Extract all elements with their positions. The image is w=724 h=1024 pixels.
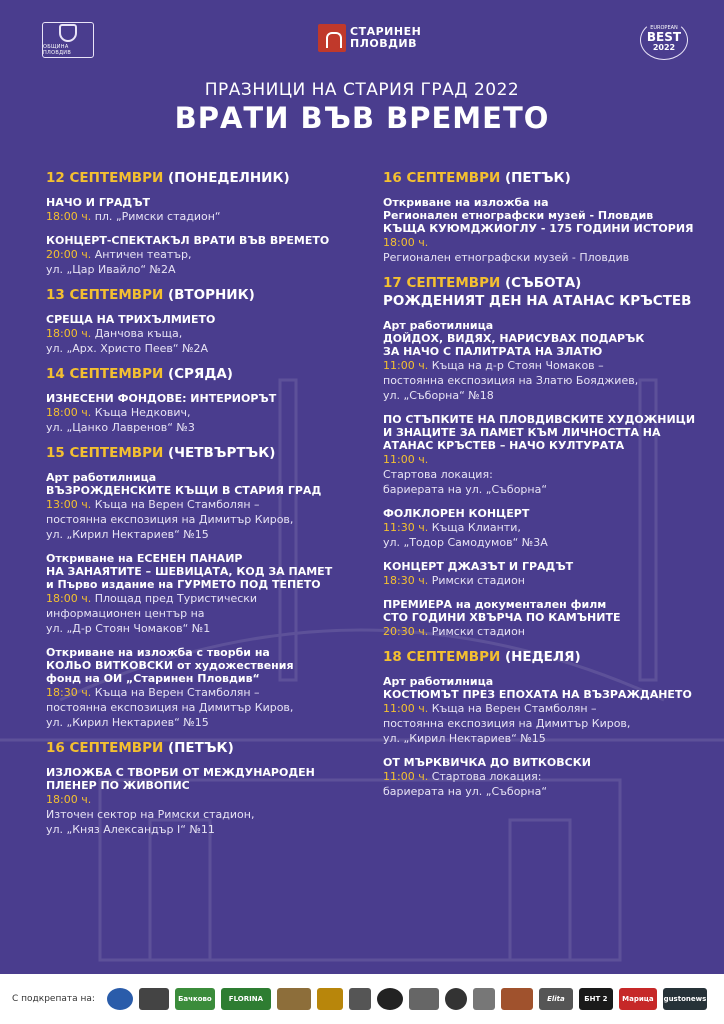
event-time-line: [383, 358, 703, 373]
event-time: 20:00 ч.: [46, 248, 92, 261]
day-date: 16 СЕПТЕМВРИ: [46, 740, 164, 756]
day-date: 12 СЕПТЕМВРИ: [46, 170, 164, 186]
day-weekday: (ВТОРНИК): [163, 287, 255, 303]
event-address: ул. „Кирил Нектариев“ №15: [46, 528, 209, 541]
event: [383, 560, 703, 588]
event: [46, 646, 366, 730]
event-title-line: ИЗЛОЖБА С ТВОРБИ ОТ МЕЖДУНАРОДЕН: [46, 766, 315, 779]
event: [46, 471, 366, 542]
event-title-line: НА ЗАНАЯТИТЕ – ШЕВИЦАТА, КОД ЗА ПАМЕТ: [46, 565, 333, 578]
event-time: 18:00 ч.: [383, 236, 429, 249]
event-title-line: Регионален етнографски музей - Пловдив: [383, 209, 654, 222]
day-date: 16 СЕПТЕМВРИ: [383, 170, 501, 186]
event-location: пл. „Римски стадион“: [91, 210, 221, 223]
event: [46, 392, 366, 435]
right-column: [383, 170, 703, 809]
event-location: Данчова къща,: [91, 327, 183, 340]
logo-left-caption: ОБЩИНА ПЛОВДИВ: [43, 44, 72, 56]
left-column: [46, 170, 366, 847]
event-location: Стартова локация:: [383, 468, 493, 481]
event-address: ул. „Кирил Нектариев“ №15: [46, 716, 209, 729]
event-title-line: Откриване на изложба с творби на: [46, 646, 270, 659]
logo-center-line-2: ПЛОВДИВ: [350, 37, 417, 50]
day-heading: [46, 740, 366, 756]
event-location: Регионален етнографски музей - Пловдив: [383, 251, 630, 264]
event-time-line: [46, 247, 366, 262]
wreath-icon: [640, 20, 688, 60]
day-weekday: (НЕДЕЛЯ): [500, 649, 581, 665]
event-address: ул. „Тодор Самодумов“ №3А: [383, 536, 548, 549]
event-title-line: ДОЙДОХ, ВИДЯХ, НАРИСУВАХ ПОДАРЪК: [383, 332, 645, 345]
sponsors-footer: [0, 974, 724, 1024]
day-date: 15 СЕПТЕМВРИ: [46, 445, 164, 461]
day-weekday: (ПЕТЪК): [500, 170, 571, 186]
top-logos: [0, 20, 724, 60]
metro-logo: [107, 988, 133, 1010]
event-location: Къща на Верен Стамболян –: [91, 686, 260, 699]
day-weekday: (ПЕТЪК): [163, 740, 234, 756]
day-heading: [383, 275, 703, 291]
gustonews-logo: gustonews: [663, 988, 707, 1010]
day-heading: [46, 287, 366, 303]
sponsor-logo: [317, 988, 343, 1010]
event: [46, 552, 366, 636]
event: [383, 507, 703, 550]
event-pretitle: Откриване на изложба на: [383, 196, 549, 209]
event-title-line: ЗА НАЧО С ПАЛИТРАТА НА ЗЛАТЮ: [383, 345, 603, 358]
event-address: бариерата на ул. „Съборна“: [383, 483, 548, 496]
logo-right-line-1: EUROPEAN: [650, 25, 678, 31]
event-title: ОТ МЪРКВИЧКА ДО ВИТКОВСКИ: [383, 756, 591, 769]
event-time-line: [383, 624, 703, 639]
event-time: 18:00 ч.: [46, 210, 92, 223]
day-theme: РОЖДЕНИЯТ ДЕН НА АТАНАС КРЪСТЕВ: [383, 293, 692, 309]
event-time-line: [46, 326, 366, 341]
sponsor-logo: [445, 988, 467, 1010]
old-plovdiv-logo: [318, 24, 421, 52]
event-location-detail: постоянна експозиция на Димитър Киров,: [46, 701, 294, 714]
event-title-line: КЪЩА КУЮМДЖИОГЛУ - 175 ГОДИНИ ИСТОРИЯ: [383, 222, 694, 235]
event: [383, 196, 703, 265]
event-time-line: [46, 405, 366, 420]
sponsors-label: С подкрепата на:: [12, 994, 95, 1004]
event-location: Античен театър,: [91, 248, 192, 261]
plovdiv-municipality-logo: [42, 22, 94, 58]
event-time: 20:30 ч.: [383, 625, 429, 638]
event-time-line: [46, 792, 366, 807]
day-heading: [383, 649, 703, 665]
event-location: Къща на Верен Стамболян –: [428, 702, 597, 715]
logo-center-text: [350, 26, 421, 50]
event-title: СРЕЩА НА ТРИХЪЛМИЕТО: [46, 313, 216, 326]
event-time: 18:00 ч.: [46, 327, 92, 340]
logo-right-line-2: BEST: [646, 30, 682, 44]
sponsor-logo: [277, 988, 311, 1010]
event-title-line: И ЗНАЦИТЕ ЗА ПАМЕТ КЪМ ЛИЧНОСТТА НА: [383, 426, 661, 439]
event-location: Къща на д-р Стоян Чомаков –: [428, 359, 604, 372]
event-time-line: [383, 769, 703, 784]
event-location-detail: постоянна експозиция на Димитър Киров,: [46, 513, 294, 526]
event: [46, 313, 366, 356]
event-time-line: [46, 497, 366, 512]
elita-logo: Elita: [539, 988, 573, 1010]
bnt-logo: БНТ 2: [579, 988, 613, 1010]
florina-logo: FLORINA: [221, 988, 271, 1010]
sponsor-logo: [139, 988, 169, 1010]
day-heading: [46, 366, 366, 382]
event-title-line: фонд на ОИ „Старинен Пловдив“: [46, 672, 260, 685]
event-title-line: ПО СТЪПКИТЕ НА ПЛОВДИВСКИТЕ ХУДОЖНИЦИ: [383, 413, 696, 426]
day-weekday: (СРЯДА): [163, 366, 233, 382]
event-time-line: [383, 452, 703, 467]
event: [46, 766, 366, 837]
event-address: ул. „Княз Александър I“ №11: [46, 823, 215, 836]
event-location: Стартова локация:: [428, 770, 542, 783]
event-time: 11:00 ч.: [383, 359, 429, 372]
event-time: 13:00 ч.: [46, 498, 92, 511]
event: [46, 196, 366, 224]
crest-icon: [59, 24, 77, 42]
event-time-line: [383, 235, 703, 250]
event-time-line: [383, 701, 703, 716]
day-date: 17 СЕПТЕМВРИ: [383, 275, 501, 291]
day-date: 18 СЕПТЕМВРИ: [383, 649, 501, 665]
event-location-detail: постоянна експозиция на Димитър Киров,: [383, 717, 631, 730]
event-time: 18:00 ч.: [46, 793, 92, 806]
event-location: Къща Недкович,: [91, 406, 191, 419]
event-time: 11:00 ч.: [383, 453, 429, 466]
event-title-line: и Първо издание на ГУРМЕТО ПОД ТЕПЕТО: [46, 578, 321, 591]
event-address: ул. „Цанко Лавренов“ №3: [46, 421, 195, 434]
event-location: Римски стадион: [428, 625, 525, 638]
event-address: ул. „Д-р Стоян Чомаков“ №1: [46, 622, 211, 635]
event-location: Къща на Верен Стамболян –: [91, 498, 260, 511]
event-time-line: [383, 520, 703, 535]
event-time-line: [46, 685, 366, 700]
event-time: 11:00 ч.: [383, 770, 429, 783]
event-location: Къща Клианти,: [428, 521, 521, 534]
sponsor-logo: [349, 988, 371, 1010]
event-time-line: [46, 591, 366, 606]
event-time: 11:30 ч.: [383, 521, 429, 534]
day-date: 13 СЕПТЕМВРИ: [46, 287, 164, 303]
event: [46, 234, 366, 277]
event-address: бариерата на ул. „Съборна“: [383, 785, 548, 798]
sponsor-logo: [501, 988, 533, 1010]
event-location-detail: информационен център на: [46, 607, 205, 620]
headline: [0, 80, 724, 135]
event-time: 18:30 ч.: [46, 686, 92, 699]
event: [383, 756, 703, 799]
day-heading: [46, 170, 366, 186]
event-title: ИЗНЕСЕНИ ФОНДОВЕ: ИНТЕРИОРЪТ: [46, 392, 277, 405]
day-date: 14 СЕПТЕМВРИ: [46, 366, 164, 382]
logo-right-line-3: 2022: [652, 43, 676, 52]
sponsor-logo: [377, 988, 403, 1010]
event-address: ул. „Цар Ивайло“ №2А: [46, 263, 176, 276]
event-address: ул. „Арх. Христо Пеев“ №2А: [46, 342, 209, 355]
sponsor-logo: [409, 988, 439, 1010]
event-time: 18:00 ч.: [46, 592, 92, 605]
day-weekday: (ЧЕТВЪРТЪК): [163, 445, 276, 461]
event-title: ВЪЗРОЖДЕНСКИТЕ КЪЩИ В СТАРИЯ ГРАД: [46, 484, 322, 497]
event-location: Площад пред Туристически: [91, 592, 258, 605]
event: [383, 413, 703, 497]
maritsa-logo: Марица: [619, 988, 657, 1010]
event-title-line: ПЛЕНЕР ПО ЖИВОПИС: [46, 779, 190, 792]
event-title: НАЧО И ГРАДЪТ: [46, 196, 151, 209]
event-title: КОНЦЕРТ-СПЕКТАКЪЛ ВРАТИ ВЪВ ВРЕМЕТО: [46, 234, 330, 247]
event-address: ул. „Съборна“ №18: [383, 389, 494, 402]
event-location: Източен сектор на Римски стадион,: [46, 808, 255, 821]
european-best-destination-logo: [640, 20, 688, 60]
event-time: 11:00 ч.: [383, 702, 429, 715]
page-subtitle: ПРАЗНИЦИ НА СТАРИЯ ГРАД 2022: [204, 80, 520, 100]
page-title: ВРАТИ ВЪВ ВРЕМЕТО: [174, 101, 550, 135]
sponsor-logo: [473, 988, 495, 1010]
event-time-line: [46, 209, 366, 224]
event-title-line: КОЛЬО ВИТКОВСКИ от художествения: [46, 659, 294, 672]
event-time: 18:30 ч.: [383, 574, 429, 587]
event-pretitle: ПРЕМИЕРА на документален филм: [383, 598, 607, 611]
day-weekday: (СЪБОТА): [500, 275, 582, 291]
event-title: КОНЦЕРТ ДЖАЗЪТ И ГРАДЪТ: [383, 560, 574, 573]
event-time-line: [383, 573, 703, 588]
day-weekday: (ПОНЕДЕЛНИК): [163, 170, 290, 186]
event-address: ул. „Кирил Нектариев“ №15: [383, 732, 546, 745]
event-title: ФОЛКЛОРЕН КОНЦЕРТ: [383, 507, 530, 520]
bachkovo-logo: Бачково: [175, 988, 215, 1010]
event-title-line: Откриване на ЕСЕНЕН ПАНАИР: [46, 552, 243, 565]
day-heading: [383, 170, 703, 186]
event-location-detail: постоянна експозиция на Златю Бояджиев,: [383, 374, 639, 387]
event: [383, 319, 703, 403]
event: [383, 598, 703, 639]
event-pretitle: Арт работилница: [46, 471, 157, 484]
event-title-line: СТО ГОДИНИ ХВЪРЧА ПО КАМЪНИТЕ: [383, 611, 621, 624]
event: [383, 675, 703, 746]
event-pretitle: Арт работилница: [383, 675, 494, 688]
gate-icon: [318, 24, 346, 52]
event-title-line: КОСТЮМЪТ ПРЕЗ ЕПОХАТА НА ВЪЗРАЖДАНЕТО: [383, 688, 692, 701]
event-pretitle: Арт работилница: [383, 319, 494, 332]
logo-center-line-1: СТАРИНЕН: [350, 25, 422, 38]
day-heading: [46, 445, 366, 461]
event-time: 18:00 ч.: [46, 406, 92, 419]
event-title-line: АТАНАС КРЪСТЕВ – НАЧО КУЛТУРАТА: [383, 439, 625, 452]
event-location: Римски стадион: [428, 574, 525, 587]
